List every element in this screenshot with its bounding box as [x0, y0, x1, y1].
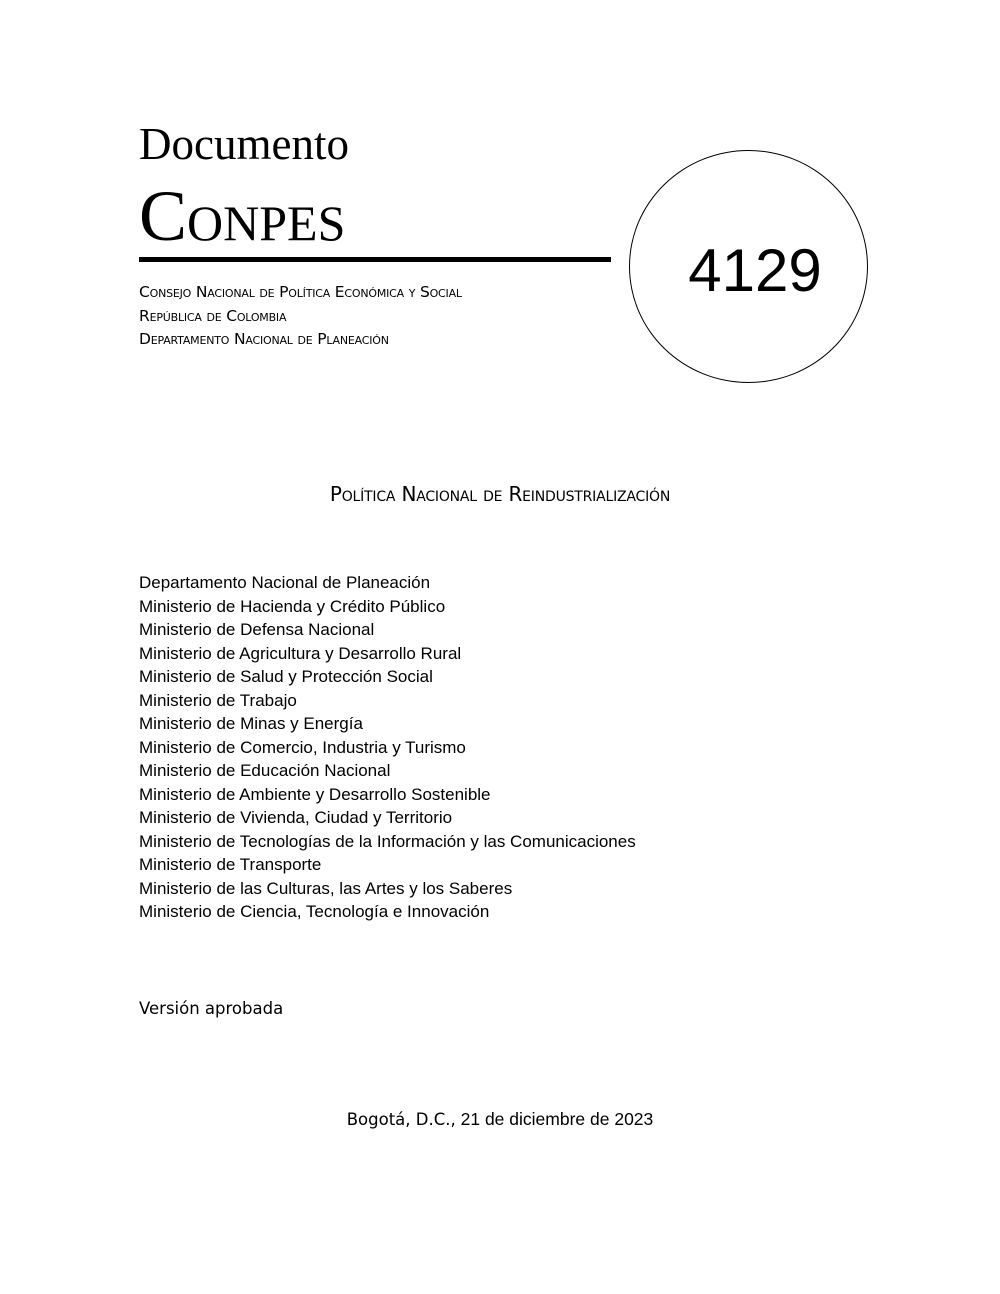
date: 21 de diciembre de 2023: [460, 1109, 654, 1129]
title-rule: [139, 257, 611, 262]
entity-item: Ministerio de Vivienda, Ciudad y Territorio: [139, 808, 453, 827]
issuer-line-department: Departamento Nacional de Planeación: [139, 330, 389, 348]
series-name: Conpes: [139, 176, 346, 256]
entity-item: Ministerio de Ciencia, Tecnología e Innovación: [139, 902, 490, 921]
document-label: Documento: [139, 119, 349, 169]
entity-item: Ministerio de Agricultura y Desarrollo Rural: [139, 643, 462, 663]
entity-item: Ministerio de Ambiente y Desarrollo Sostenible: [139, 784, 491, 804]
entity-item: Ministerio de Salud y Protección Social: [139, 667, 433, 686]
place: Bogotá, D.C.,: [346, 1110, 456, 1129]
version-status: Versión aprobada: [139, 999, 284, 1018]
document-number: 4129: [688, 237, 822, 304]
entity-item: Ministerio de las Culturas, las Artes y los Saberes: [139, 878, 513, 898]
entity-item: Ministerio de Transporte: [139, 855, 322, 874]
entity-item: Ministerio de Trabajo: [139, 690, 297, 710]
entity-item: Ministerio de Tecnologías de la Información y las Comunicaciones: [139, 831, 636, 851]
policy-title: Política Nacional de Reindustrialización: [329, 482, 671, 506]
entity-item: Departamento Nacional de Planeación: [139, 573, 431, 592]
place-and-date: [0, 1106, 1000, 1133]
issuer-block: [139, 281, 462, 352]
entity-item: Ministerio de Comercio, Industria y Turismo: [139, 737, 466, 757]
issuer-line-council: Consejo Nacional de Política Económica y Social: [139, 283, 462, 301]
entity-item: Ministerio de Educación Nacional: [139, 761, 391, 780]
entity-item: Ministerio de Hacienda y Crédito Público: [139, 596, 446, 616]
entity-item: Ministerio de Minas y Energía: [139, 714, 363, 733]
participating-entities-list: [139, 571, 636, 924]
entity-item: Ministerio de Defensa Nacional: [139, 620, 375, 639]
issuer-line-republic: República de Colombia: [139, 306, 287, 325]
